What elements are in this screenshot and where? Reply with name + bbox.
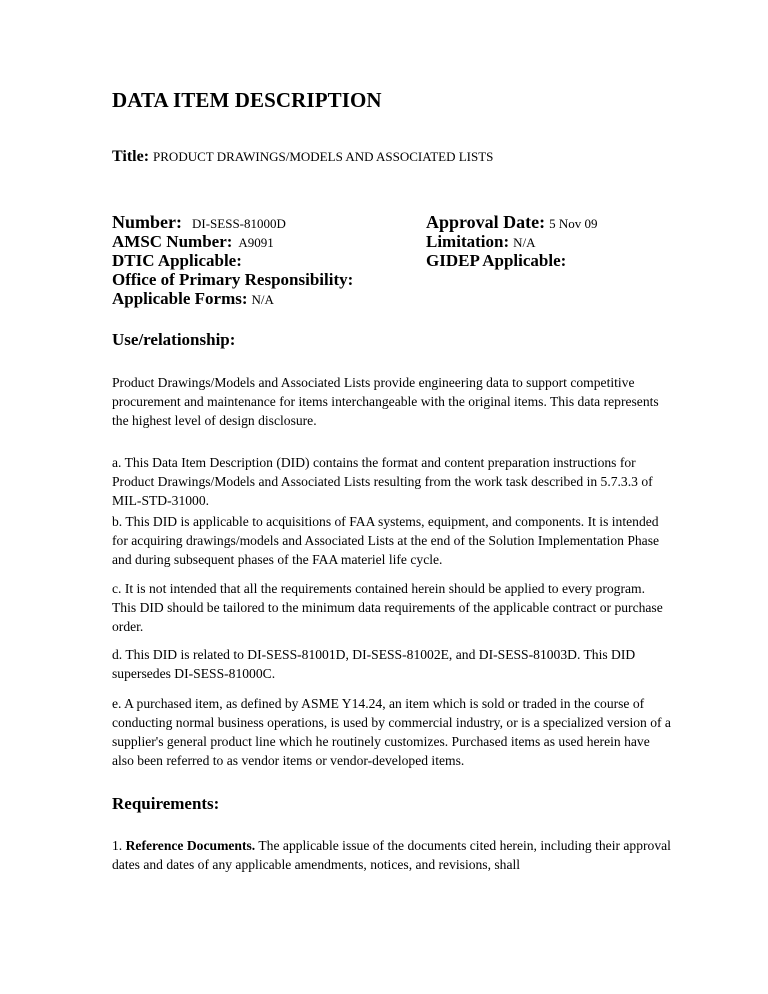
requirements-heading: Requirements: [112, 794, 220, 813]
document-heading: DATA ITEM DESCRIPTION [112, 88, 382, 112]
amsc-value: A9091 [238, 235, 274, 250]
amsc-field [112, 232, 412, 251]
limitation-value: N/A [513, 235, 536, 250]
amsc-label: AMSC Number: [112, 232, 233, 251]
approval-label: Approval Date: [426, 212, 546, 232]
forms-field [112, 289, 412, 308]
number-label: Number: [112, 212, 182, 232]
use-intro-paragraph: Product Drawings/Models and Associated Lists provide engineering data to support competitive procurement and maintenance for items interchangeable with the original items. This data represents the highest level of design disclosure. [112, 375, 659, 428]
gidep-field [426, 251, 726, 270]
forms-label: Applicable Forms: [112, 289, 248, 308]
requirement-1-number: 1. [112, 838, 123, 853]
limitation-label: Limitation: [426, 232, 510, 251]
number-value: DI-SESS-81000D [192, 216, 286, 231]
dtic-field [112, 251, 412, 270]
requirement-1-paragraph [112, 836, 672, 874]
office-label: Office of Primary Responsibility: [112, 270, 354, 289]
fields-right-column [426, 213, 726, 270]
fields-left-column [112, 213, 412, 308]
requirement-1-title: Reference Documents. [125, 838, 256, 853]
requirement-1-text: The applicable issue of the documents cited herein, including their approval dates and dates of any applicable amendments, notices, and revisions, shall [112, 838, 671, 872]
forms-value: N/A [251, 292, 274, 307]
number-field [112, 213, 412, 232]
item-b-paragraph: b. This DID is applicable to acquisitions of FAA systems, equipment, and components. It is intended for acquiring drawings/models and Associated Lists at the end of the Solution Implementation Phase and during subsequent phases of the FAA materiel life cycle. [112, 514, 660, 567]
office-field [112, 270, 412, 289]
limitation-field [426, 232, 726, 251]
gidep-label: GIDEP Applicable: [426, 251, 567, 270]
title-line [112, 148, 493, 166]
title-value: PRODUCT DRAWINGS/MODELS AND ASSOCIATED LISTS [153, 149, 494, 164]
use-relationship-heading: Use/relationship: [112, 330, 236, 349]
item-c-paragraph: c. It is not intended that all the requirements contained herein should be applied to every program. This DID should be tailored to the minimum data requirements of the applicable contract or purchase order. [112, 581, 663, 634]
item-a-paragraph: a. This Data Item Description (DID) contains the format and content preparation instructions for Product Drawings/Models and Associated Lists resulting from the work task described in 5.7.3.3 of MIL-STD-31000. [112, 455, 653, 508]
approval-field [426, 213, 726, 232]
dtic-label: DTIC Applicable: [112, 251, 242, 270]
item-d-paragraph: d. This DID is related to DI-SESS-81001D, DI-SESS-81002E, and DI-SESS-81003D. This DID supersedes DI-SESS-81000C. [112, 647, 636, 681]
title-label: Title: [112, 148, 150, 165]
item-e-paragraph: e. A purchased item, as defined by ASME Y14.24, an item which is sold or traded in the course of conducting normal business operations, is used by commercial industry, or is a specialized version of a supplier's general product line which he routinely customizes. Purchased items as used herein have also been referred to as vendor items or vendor-developed items. [112, 696, 671, 768]
approval-value: 5 Nov 09 [549, 216, 598, 231]
